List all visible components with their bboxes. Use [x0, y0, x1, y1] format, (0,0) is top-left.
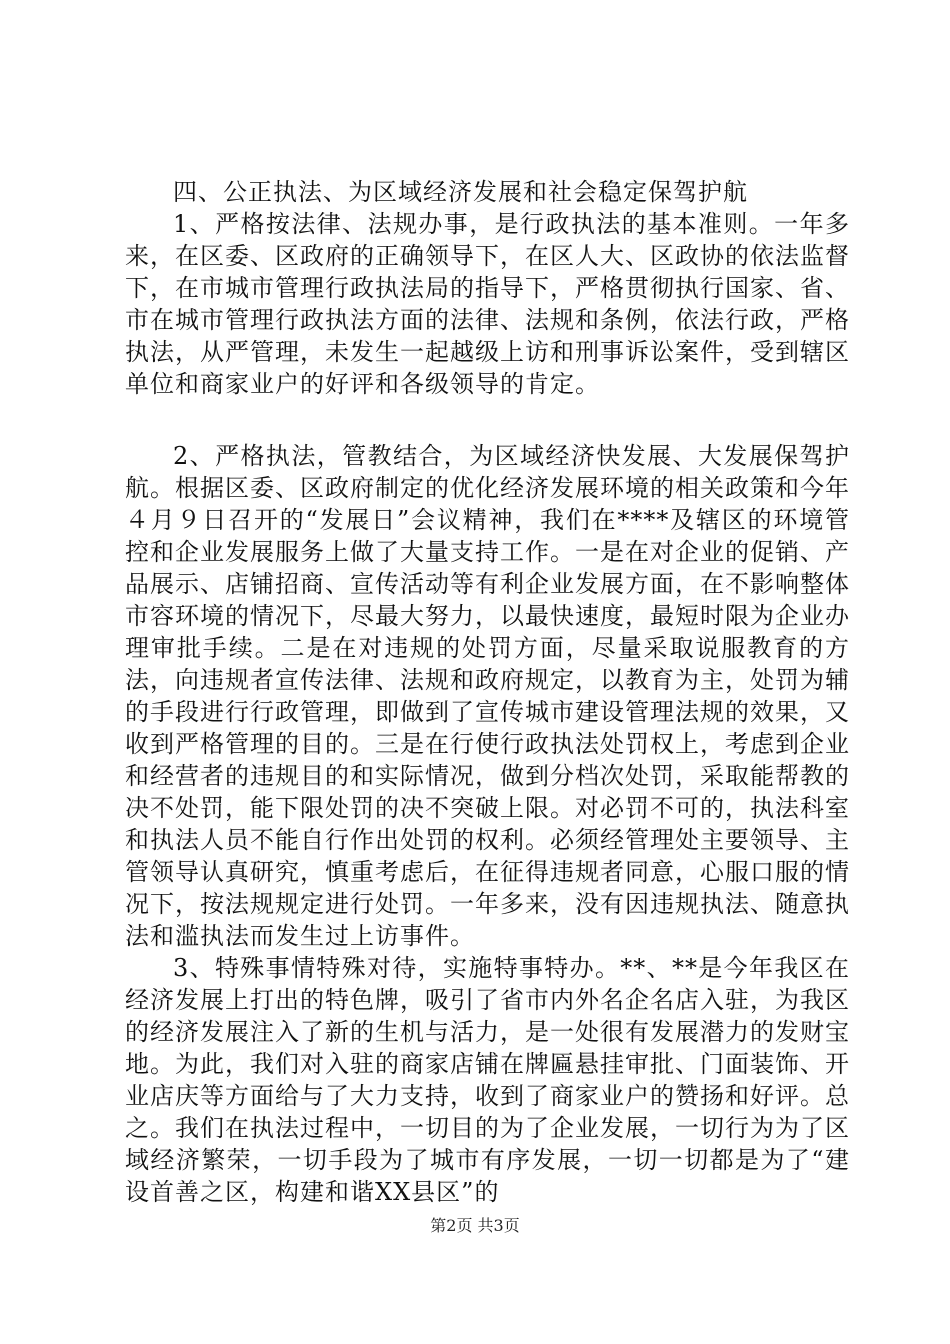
- document-body: [125, 176, 850, 1208]
- paragraph-2: 2、严格执法，管教结合，为区域经济快发展、大发展保驾护航。根据区委、区政府制定的优化经济发展环境的相关政策和今年４月９日召开的“发展日”会议精神，我们在****及辖区的环境管控和企业发展服务上做了大量支持工作。一是在对企业的促销、产品展示、店铺招商、宣传活动等有利企业发展方面，在不影响整体市容环境的情况下，尽最大努力，以最快速度，最短时限为企业办理审批手续。二是在对违规的处罚方面，尽量采取说服教育的方法，向违规者宣传法律、法规和政府规定，以教育为主，处罚为辅的手段进行行政管理，即做到了宣传城市建设管理法规的效果，又收到严格管理的目的。三是在行使行政执法处罚权上，考虑到企业和经营者的违规目的和实际情况，做到分档次处罚，采取能帮教的决不处罚，能下限处罚的决不突破上限。对必罚不可的，执法科室和执法人员不能自行作出处罚的权利。必须经管理处主要领导、主管领导认真研究，慎重考虑后，在征得违规者同意，心服口服的情况下，按法规规定进行处罚。一年多来，没有因违规执法、随意执法和滥执法而发生过上访事件。: [125, 442, 850, 950]
- section-heading: 四、公正执法、为区域经济发展和社会稳定保驾护航: [173, 178, 748, 206]
- page-footer: 第2页 共3页: [430, 1216, 520, 1235]
- paragraph-3: 3、特殊事情特殊对待，实施特事特办。**、**是今年我区在经济发展上打出的特色牌，吸引了省市内外名企名店入驻，为我区的经济发展注入了新的生机与活力，是一处很有发展潜力的发财宝地。为此，我们对入驻的商家店铺在牌匾悬挂审批、门面装饰、开业店庆等方面给与了大力支持，收到了商家业户的赞扬和好评。总之。我们在执法过程中，一切目的为了企业发展，一切行为为了区域经济繁荣，一切手段为了城市有序发展，一切一切都是为了“建设首善之区，构建和谐XX县区”的: [125, 954, 850, 1206]
- paragraph-gap: [125, 400, 850, 440]
- paragraph-1: 1、严格按法律、法规办事，是行政执法的基本准则。一年多来，在区委、区政府的正确领导下，在区人大、区政协的依法监督下，在市城市管理行政执法局的指导下，严格贯彻执行国家、省、市在城市管理行政执法方面的法律、法规和条例，依法行政，严格执法，从严管理，未发生一起越级上访和刑事诉讼案件，受到辖区单位和商家业户的好评和各级领导的肯定。: [125, 210, 850, 398]
